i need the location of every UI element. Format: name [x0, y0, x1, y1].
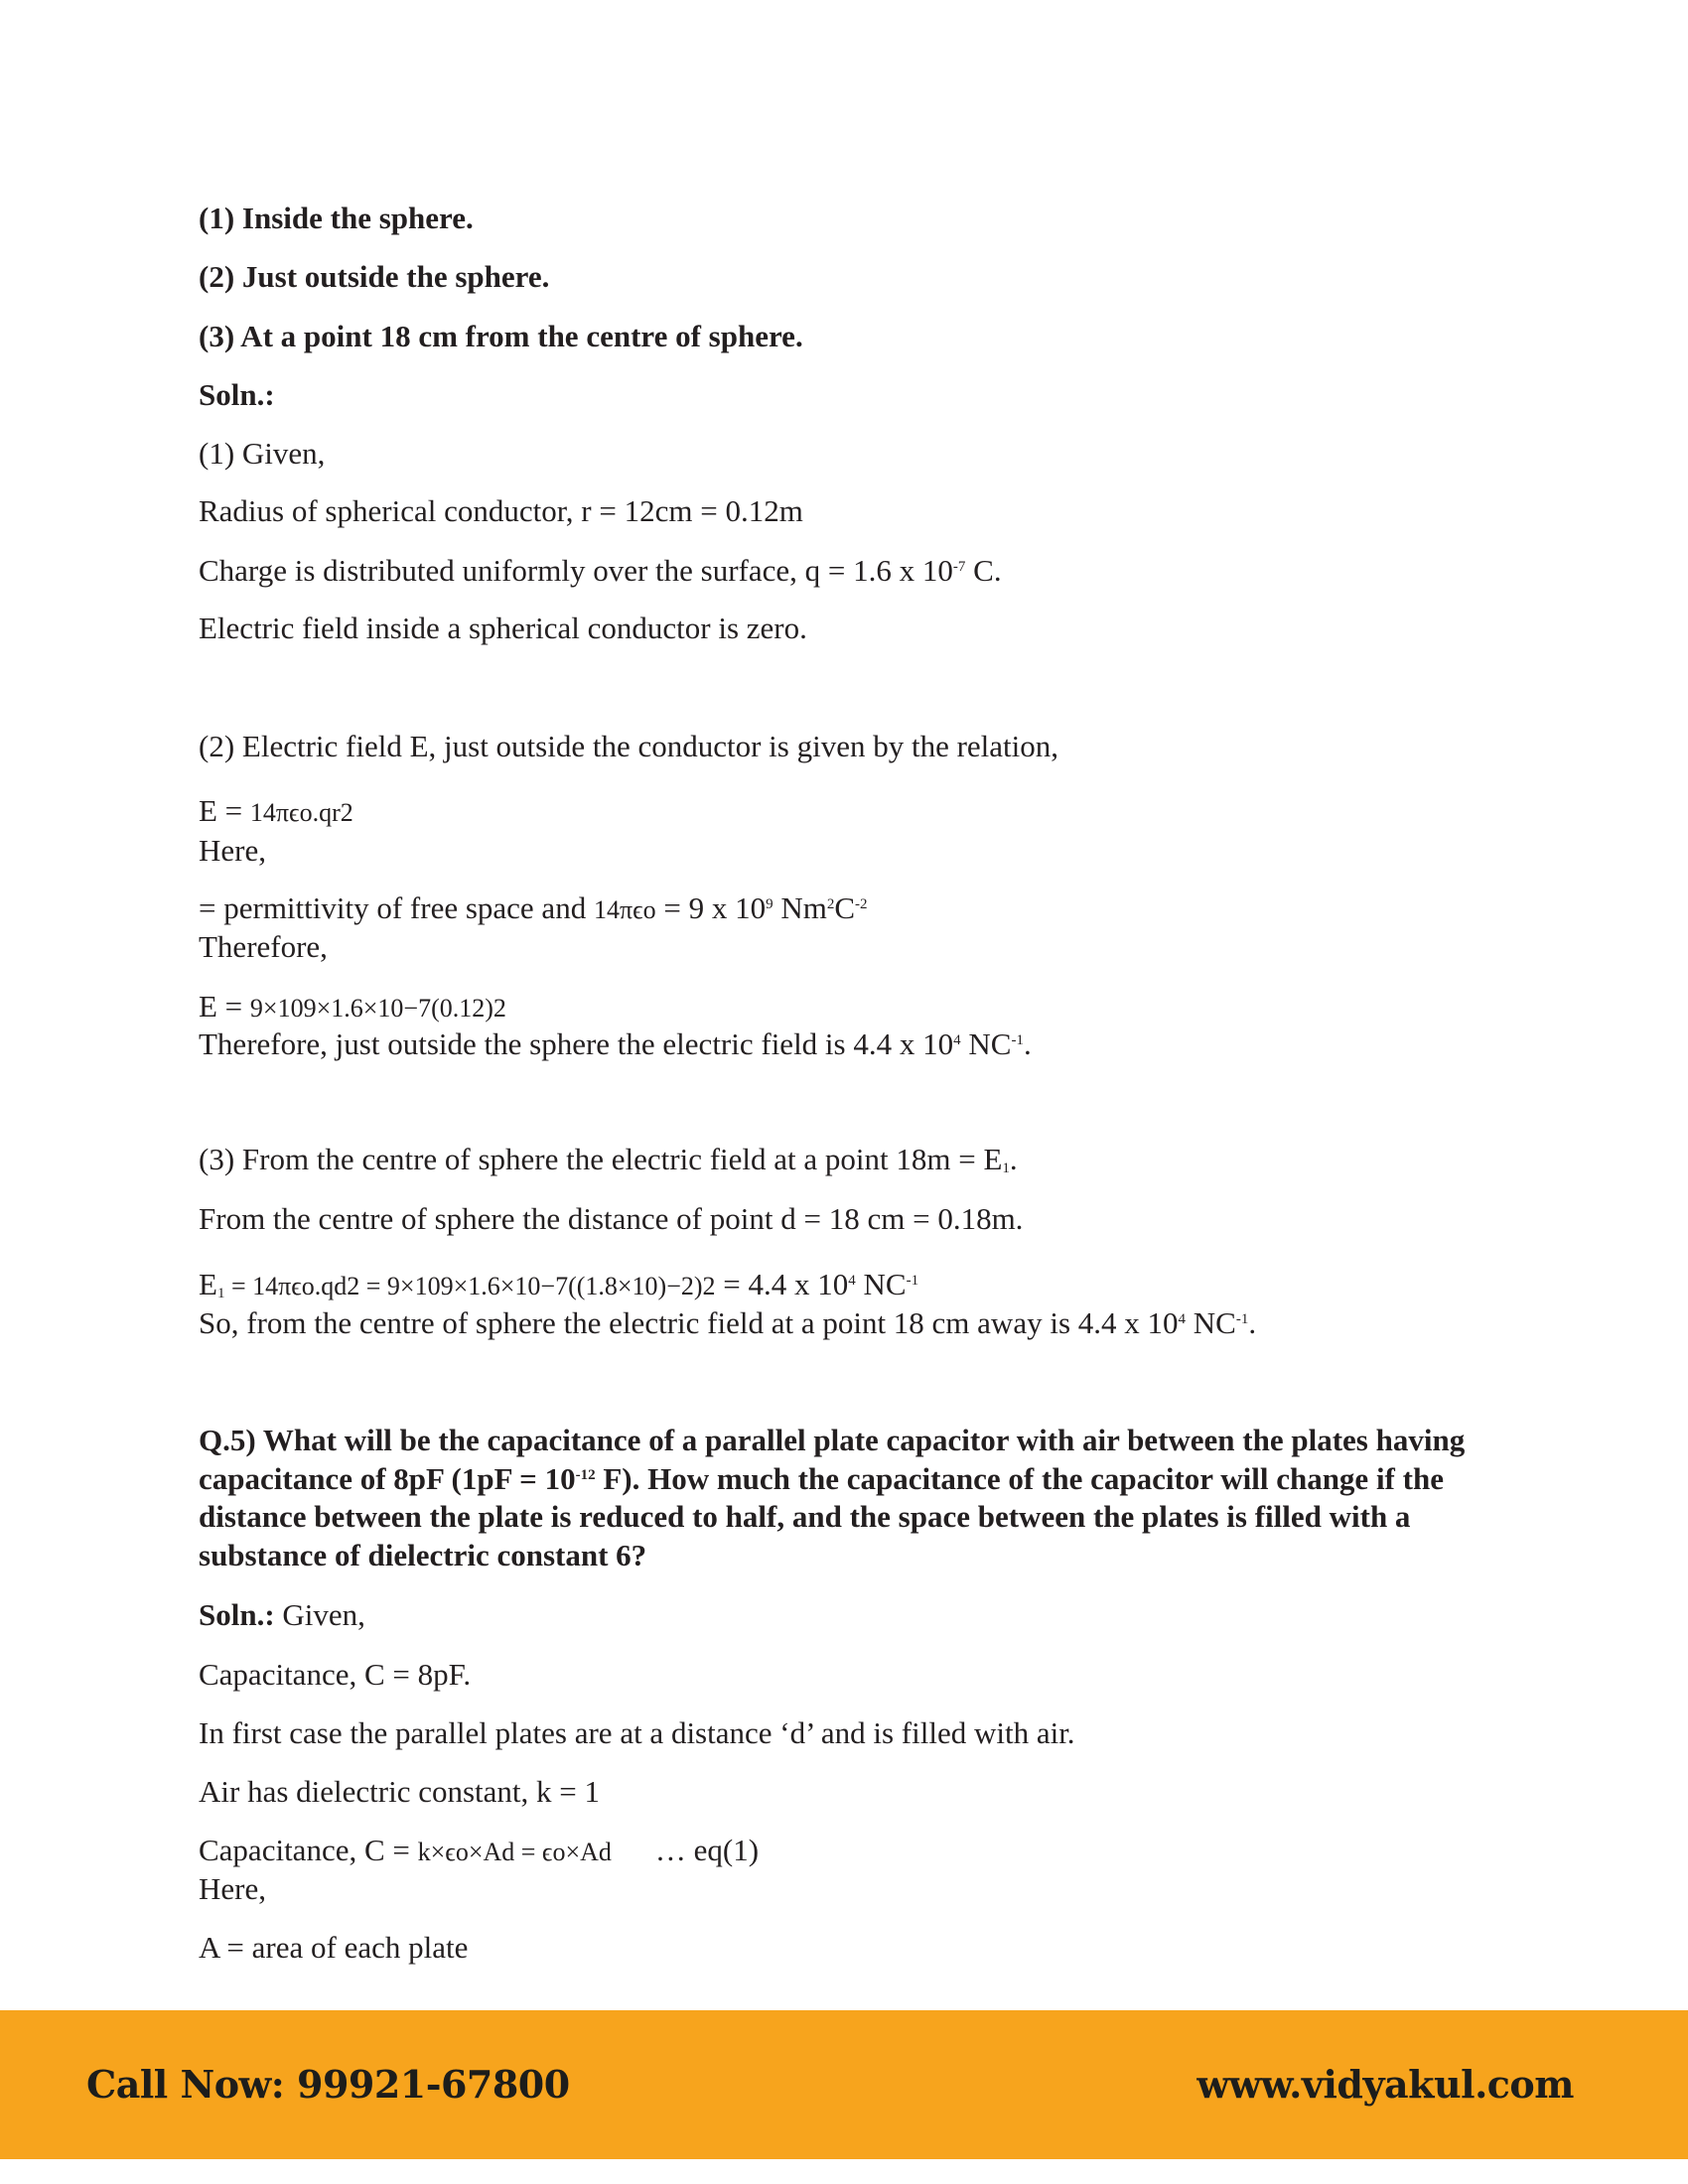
- given-line: (1) Given,: [199, 436, 326, 471]
- equation-e1: [199, 1266, 918, 1305]
- part-3-heading: (3) At a point 18 cm from the centre of sphere.: [199, 319, 803, 353]
- capacitance-formula: [199, 1832, 759, 1871]
- equation-lhs: E =: [199, 989, 250, 1024]
- part-1-heading: (1) Inside the sphere.: [199, 201, 474, 235]
- here-label: Here,: [199, 1871, 266, 1906]
- call-now-phone[interactable]: Call Now: 99921-67800: [86, 2062, 570, 2107]
- e1-unit-exponent: -1: [906, 1273, 919, 1289]
- first-case-line: In first case the parallel plates are at a distance ‘d’ and is filled with air.: [199, 1715, 1075, 1750]
- permittivity-unit-nm: Nm: [773, 890, 827, 925]
- air-dielectric-line: Air has dielectric constant, k = 1: [199, 1774, 600, 1809]
- permittivity-value: = 9 x 10: [655, 890, 767, 925]
- therefore-label: Therefore,: [199, 929, 328, 964]
- here-label: Here,: [199, 833, 266, 868]
- result-text: So, from the centre of sphere the electric field at a point 18 cm away is 4.4 x 10: [199, 1305, 1179, 1340]
- result-unit-exponent: -1: [1235, 1311, 1249, 1327]
- equation-reference: … eq(1): [654, 1833, 760, 1867]
- footer-banner: [0, 2010, 1688, 2159]
- result-unit: NC: [1186, 1305, 1236, 1340]
- e1-expression: = 14πϵo.qd2 = 9×109×1.6×10−7((1.8×10)−2)2: [224, 1272, 716, 1300]
- equation-e-formula: [199, 792, 353, 832]
- equation-e-value: [199, 988, 506, 1027]
- equation-lhs: E =: [199, 793, 250, 828]
- given-text: Given,: [274, 1597, 365, 1632]
- website-link[interactable]: www.vidyakul.com: [1196, 2062, 1574, 2107]
- part-3-intro-text: (3) From the centre of sphere the electric field at a point 18m = E: [199, 1142, 1003, 1176]
- part-2-intro: (2) Electric field E, just outside the conductor is given by the relation,: [199, 729, 1059, 763]
- solution-5-given: [199, 1596, 365, 1634]
- permittivity-exponent-9: 9: [766, 896, 774, 912]
- permittivity-text: = permittivity of free space and: [199, 890, 594, 925]
- permittivity-unit-c: C: [834, 890, 856, 925]
- capacitance-given: Capacitance, C = 8pF.: [199, 1657, 472, 1692]
- part-3-result: [199, 1304, 1256, 1342]
- charge-unit: C.: [965, 553, 1002, 588]
- part-2-heading: (2) Just outside the sphere.: [199, 259, 550, 294]
- e1-result: = 4.4 x 10: [715, 1267, 849, 1301]
- e1-subscript: 1: [1002, 1160, 1010, 1176]
- result-period: .: [1248, 1305, 1257, 1340]
- charge-exponent: -7: [952, 559, 966, 575]
- question-5-exponent: -12: [575, 1466, 596, 1483]
- solution-label: Soln.:: [199, 1597, 275, 1632]
- capacitance-lhs: Capacitance, C =: [199, 1833, 418, 1867]
- part-3-intro-period: .: [1009, 1142, 1018, 1176]
- area-definition: A = area of each plate: [199, 1930, 469, 1965]
- distance-line: From the centre of sphere the distance of point d = 18 cm = 0.18m.: [199, 1201, 1024, 1236]
- inside-field-line: Electric field inside a spherical conductor is zero.: [199, 611, 807, 645]
- charge-line: [199, 552, 1002, 590]
- permittivity-exponent-2: 2: [826, 896, 835, 912]
- part-2-result: [199, 1025, 1032, 1063]
- e1-exponent: 4: [848, 1273, 856, 1289]
- result-unit-exponent: -1: [1011, 1032, 1024, 1048]
- e1-subscript: 1: [216, 1286, 225, 1301]
- question-5: [199, 1422, 1489, 1574]
- question-5-text-continued: F). How much the capacitance of the capacitor will change if the distance between the plate is reduced to half, and the space between the plates is filled with a substance of dielectric constant 6?: [199, 1460, 1444, 1572]
- capacitance-rhs: k×ϵo×Ad = ϵo×Ad: [417, 1838, 612, 1866]
- permittivity-fraction: 14πϵo: [593, 895, 656, 924]
- permittivity-line: [199, 889, 868, 929]
- result-period: .: [1023, 1026, 1032, 1061]
- equation-rhs: 14πϵo.qr2: [249, 798, 353, 827]
- permittivity-exponent-neg2: -2: [855, 896, 868, 912]
- solution-label: Soln.:: [199, 377, 275, 412]
- e1-symbol: E: [199, 1267, 217, 1301]
- charge-text: Charge is distributed uniformly over the surface, q = 1.6 x 10: [199, 553, 953, 588]
- radius-line: Radius of spherical conductor, r = 12cm = 0.12m: [199, 493, 803, 528]
- question-5-text: Q.5) What will be the capacitance of a parallel plate capacitor with air between the plates having capacitance of 8pF (1pF = 10: [199, 1423, 1466, 1496]
- result-exponent: 4: [953, 1032, 961, 1048]
- e1-unit: NC: [855, 1267, 907, 1301]
- equation-rhs: 9×109×1.6×10−7(0.12)2: [249, 994, 506, 1023]
- part-3-intro: [199, 1141, 1018, 1178]
- result-exponent: 4: [1178, 1311, 1187, 1327]
- result-text: Therefore, just outside the sphere the electric field is 4.4 x 10: [199, 1026, 954, 1061]
- result-unit: NC: [960, 1026, 1012, 1061]
